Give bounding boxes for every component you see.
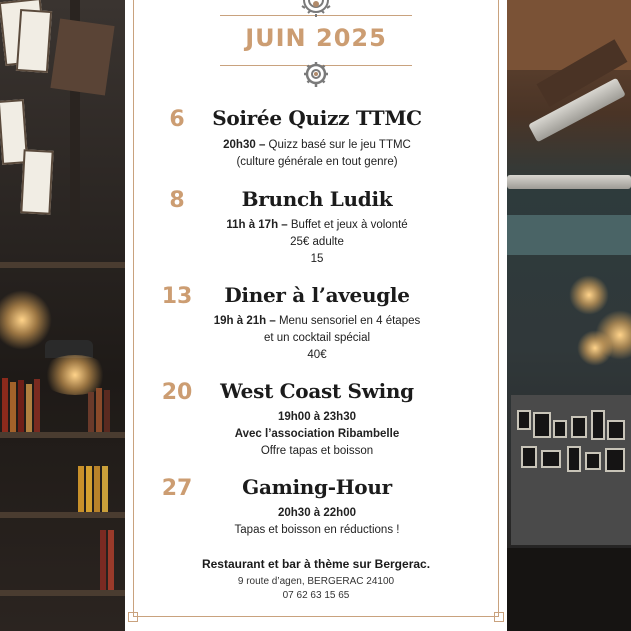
- event-title: West Coast Swing: [220, 379, 414, 403]
- event-details: [177, 313, 457, 364]
- footer-phone: 07 62 63 15 65: [282, 590, 350, 601]
- bar-interior-right: [507, 0, 631, 631]
- event-title: Gaming-Hour: [242, 475, 392, 499]
- event-time: 20h30 à 22h00: [277, 507, 356, 519]
- event-price: 40€: [307, 349, 327, 361]
- event-description: et un cocktail spécial: [263, 332, 371, 344]
- event-menu-card: [125, 0, 507, 631]
- month-title: JUIN 2025: [245, 24, 387, 52]
- event-description: Menu sensoriel en 4 étapes: [278, 315, 421, 327]
- footer-address: 9 route d’agen, BERGERAC 24100: [237, 576, 395, 587]
- event-details: [177, 137, 457, 171]
- event-time: 11h à 17h –: [226, 219, 288, 231]
- event-time: 19h à 21h –: [213, 315, 276, 327]
- event-date: 20: [161, 380, 193, 405]
- event-price: 25€ adulte: [290, 236, 344, 248]
- gear-icon: [297, 62, 335, 88]
- gear-icon: [298, 0, 334, 18]
- event-title: Diner à l’aveugle: [224, 283, 410, 307]
- event-description: Avec l’association Ribambelle: [234, 428, 400, 440]
- event-title: Soirée Quizz TTMC: [212, 106, 422, 130]
- event-title: Brunch Ludik: [241, 187, 393, 211]
- footer-tagline: Restaurant et bar à thème sur Bergerac.: [201, 557, 431, 571]
- event-description: (culture générale en tout genre): [236, 156, 398, 168]
- bar-interior-left: [0, 0, 125, 631]
- event-description: Offre tapas et boisson: [260, 445, 374, 457]
- event-description: Quizz basé sur le jeu TTMC: [268, 139, 411, 151]
- event-date: 13: [161, 284, 193, 309]
- event-description: Buffet et jeux à volonté: [290, 219, 408, 231]
- corner-ornament: [494, 612, 504, 622]
- event-date: 6: [169, 107, 185, 132]
- corner-ornament: [128, 612, 138, 622]
- event-date: 27: [161, 476, 193, 501]
- event-details: [177, 217, 457, 268]
- event-time: 19h00 à 23h30: [277, 411, 356, 423]
- event-price: 15: [310, 253, 324, 265]
- event-date: 8: [169, 188, 185, 213]
- event-details: [177, 409, 457, 460]
- event-details: [177, 505, 457, 539]
- event-description: Tapas et boisson en réductions !: [234, 524, 400, 536]
- event-time: 20h30 –: [223, 139, 266, 151]
